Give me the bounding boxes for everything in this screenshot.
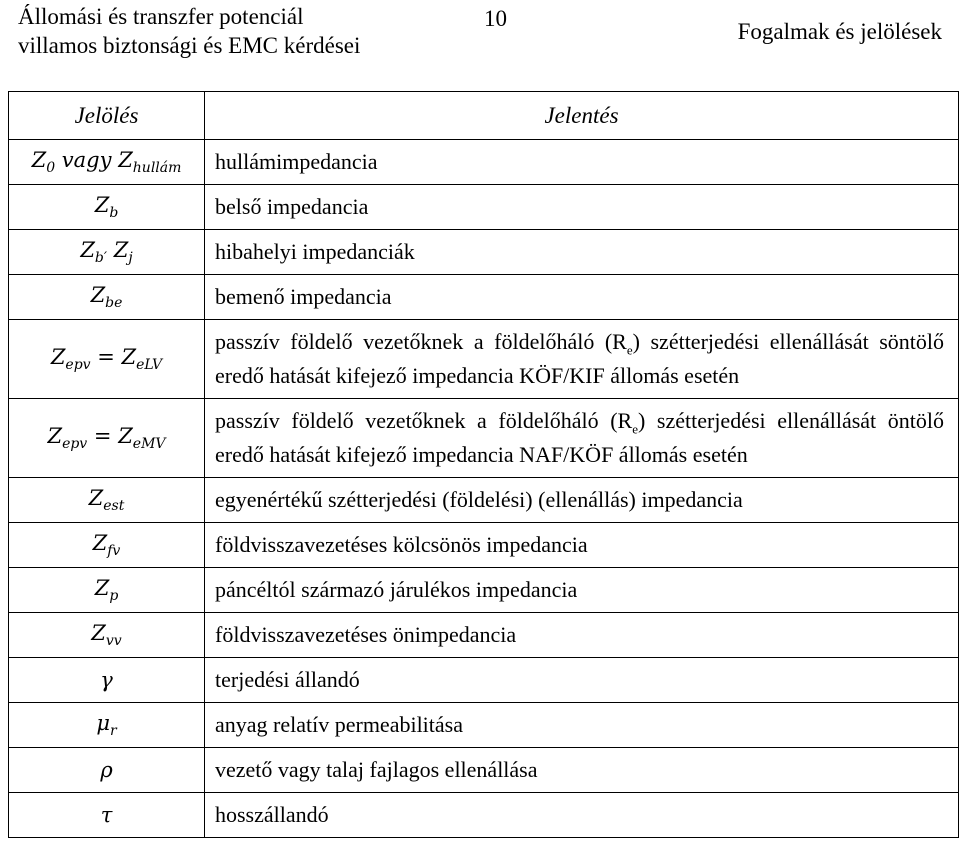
symbol-z: Z	[80, 237, 95, 262]
symbol-z: Z	[118, 423, 133, 448]
meaning-cell: egyenértékű szétterjedési (földelési) (ellenállás) impedancia	[205, 478, 959, 523]
symbol-cell	[9, 399, 205, 478]
table-row	[9, 275, 959, 320]
symbol-subscript: fv	[107, 543, 121, 560]
table-row	[9, 185, 959, 230]
table-row	[9, 399, 959, 478]
symbol-z: Z	[113, 237, 129, 262]
meaning-cell: terjedési állandó	[205, 658, 959, 703]
symbol-cell	[9, 230, 205, 275]
symbol-subscript: eMV	[132, 436, 166, 453]
meaning-subscript: e	[626, 342, 633, 358]
table-header-row	[9, 92, 959, 140]
table-row	[9, 748, 959, 793]
symbol-subscript: r	[109, 723, 117, 740]
meaning-cell: páncéltól származó járulékos impedancia	[205, 568, 959, 613]
symbol-cell	[9, 748, 205, 793]
symbol-cell	[9, 320, 205, 399]
table-row	[9, 793, 959, 838]
table-row	[9, 320, 959, 399]
equals-sign: =	[97, 344, 115, 369]
symbol-subscript: vv	[105, 633, 122, 650]
meaning-cell: hosszállandó	[205, 793, 959, 838]
meaning-cell: földvisszavezetéses kölcsönös impedancia	[205, 523, 959, 568]
symbol-cell	[9, 568, 205, 613]
symbol-cell	[9, 185, 205, 230]
meaning-text: passzív földelő vezetőknek a földelőháló (R	[215, 328, 627, 354]
meaning-cell: földvisszavezetéses önimpedancia	[205, 613, 959, 658]
meaning-cell: hullámimpedancia	[205, 140, 959, 185]
symbol-z: Z	[31, 147, 47, 172]
symbol-cell	[9, 275, 205, 320]
page-number: 10	[484, 6, 507, 31]
header-title-line1: Állomási és transzfer potenciál	[18, 4, 304, 29]
symbol-z: Z	[92, 530, 108, 555]
symbol-z: Z	[90, 282, 106, 307]
notation-table	[8, 91, 959, 838]
symbol-cell	[9, 478, 205, 523]
symbol-subscript: b′	[94, 250, 108, 267]
symbol-subscript: be	[105, 295, 123, 312]
symbol-rho: ρ	[100, 758, 113, 782]
symbol-subscript: epv	[62, 436, 88, 453]
symbol-subscript: eLV	[136, 357, 163, 374]
symbol-z: Z	[118, 147, 133, 172]
symbol-cell	[9, 703, 205, 748]
equals-sign: =	[93, 423, 112, 448]
meaning-cell: vezető vagy talaj fajlagos ellenállása	[205, 748, 959, 793]
symbol-z: Z	[94, 192, 110, 217]
meaning-cell: hibahelyi impedanciák	[205, 230, 959, 275]
table-row	[9, 703, 959, 748]
symbol-cell	[9, 613, 205, 658]
table-row	[9, 478, 959, 523]
header-title-line2: villamos biztonsági és EMC kérdései	[18, 33, 361, 58]
symbol-z: Z	[50, 344, 66, 369]
column-header-meaning: Jelentés	[205, 92, 959, 140]
symbol-gamma: γ	[100, 668, 113, 692]
meaning-cell	[205, 399, 959, 478]
symbol-subscript: epv	[65, 357, 91, 374]
symbol-subscript: est	[103, 498, 125, 515]
meaning-cell	[205, 320, 959, 399]
symbol-z: Z	[121, 344, 137, 369]
section-title: Fogalmak és jelölések	[737, 19, 942, 44]
meaning-text: passzív földelő vezetőknek a földelőháló (R	[215, 407, 633, 433]
symbol-cell	[9, 523, 205, 568]
symbol-mu: μ	[96, 710, 110, 735]
running-header-title	[18, 2, 360, 60]
meaning-cell: anyag relatív permeabilitása	[205, 703, 959, 748]
meaning-cell: belső impedancia	[205, 185, 959, 230]
table-row	[9, 613, 959, 658]
symbol-cell	[9, 793, 205, 838]
table-row	[9, 523, 959, 568]
table-row	[9, 658, 959, 703]
table-row	[9, 568, 959, 613]
symbol-z: Z	[88, 485, 104, 510]
symbol-z: Z	[91, 620, 106, 645]
meaning-text: ) szétterjedési ellenállását öntölő eredő hatását kifejező impedancia NAF/KÖF állomás esetén	[215, 407, 944, 468]
symbol-z: Z	[47, 423, 63, 448]
symbol-cell	[9, 140, 205, 185]
symbol-word: vagy	[61, 147, 112, 172]
symbol-tau: τ	[100, 803, 113, 827]
meaning-subscript: e	[632, 421, 638, 437]
symbol-z: Z	[94, 575, 110, 600]
meaning-text: ) szétterjedési ellenállását söntölő eredő hatását kifejező impedancia KÖF/KIF állomás esetén	[215, 328, 945, 389]
symbol-subscript: hullám	[132, 160, 182, 177]
symbol-subscript: 0	[46, 160, 56, 177]
table-row	[9, 230, 959, 275]
symbol-subscript: p	[109, 588, 119, 605]
table-row	[9, 140, 959, 185]
column-header-symbol: Jelölés	[9, 92, 205, 140]
symbol-subscript: b	[109, 205, 119, 222]
symbol-cell	[9, 658, 205, 703]
symbol-subscript: j	[128, 250, 133, 267]
meaning-cell: bemenő impedancia	[205, 275, 959, 320]
